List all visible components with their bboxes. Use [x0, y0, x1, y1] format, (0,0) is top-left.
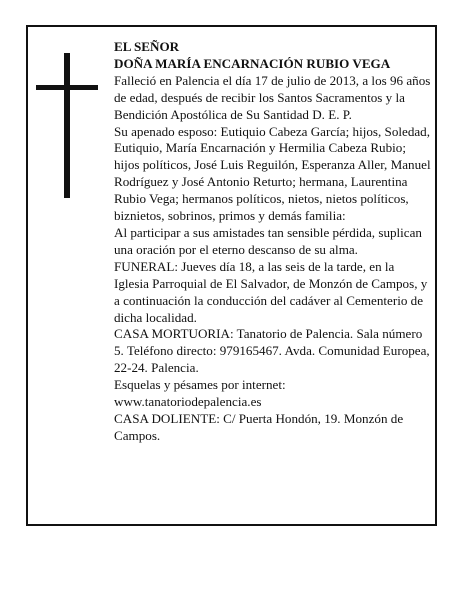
- notice-paragraph-mortuary: CASA MORTUORIA: Tanatorio de Palencia. Sala número 5. Teléfono directo: 979165467. Avda. Comunidad Europea, 22-24. Palencia.: [114, 326, 430, 376]
- deceased-name: DOÑA MARÍA ENCARNACIÓN RUBIO VEGA: [114, 55, 391, 71]
- notice-paragraph-internet: Esquelas y pésames por internet: www.tanatoriodepalencia.es: [114, 377, 286, 410]
- notice-paragraph-prayer: Al participar a sus amistades tan sensible pérdida, suplican una oración por el eterno descanso de su alma.: [114, 224, 422, 257]
- notice-paragraph-funeral: FUNERAL: Jueves día 18, a las seis de la tarde, en la Iglesia Parroquial de El Salvador, de Monzón de Campos, y a continuación la conducción del cadáver al Cementerio de dicha localidad.: [114, 258, 428, 325]
- notice-paragraph-home: CASA DOLIENTE: C/ Puerta Hondón, 19. Monzón de Campos.: [114, 410, 404, 443]
- cross-vertical-bar: [64, 53, 70, 198]
- notice-honorific: EL SEÑOR: [114, 39, 180, 54]
- notice-paragraph-family: Su apenado esposo: Eutiquio Cabeza García; hijos, Soledad, Eutiquio, María Encarnación y Hermilia Cabeza Rubio; hijos políticos, José Luis Reguilón, Esperanza Aller, Manuel Rodríguez y José Antonio Returto; hermana, Laurentina Rubio Vega; hermanos políticos, nietos, nietos políticos, biznietos, sobrinos, primos y demás familia:: [114, 123, 431, 224]
- notice-body: [114, 39, 432, 445]
- cross-horizontal-bar: [36, 85, 98, 90]
- notice-paragraph-death: Falleció en Palencia el día 17 de julio de 2013, a los 96 años de edad, después de recibir los Santos Sacramentos y la Bendición Apostólica de Su Santidad D. E. P.: [114, 72, 431, 122]
- cross-icon: [36, 53, 98, 198]
